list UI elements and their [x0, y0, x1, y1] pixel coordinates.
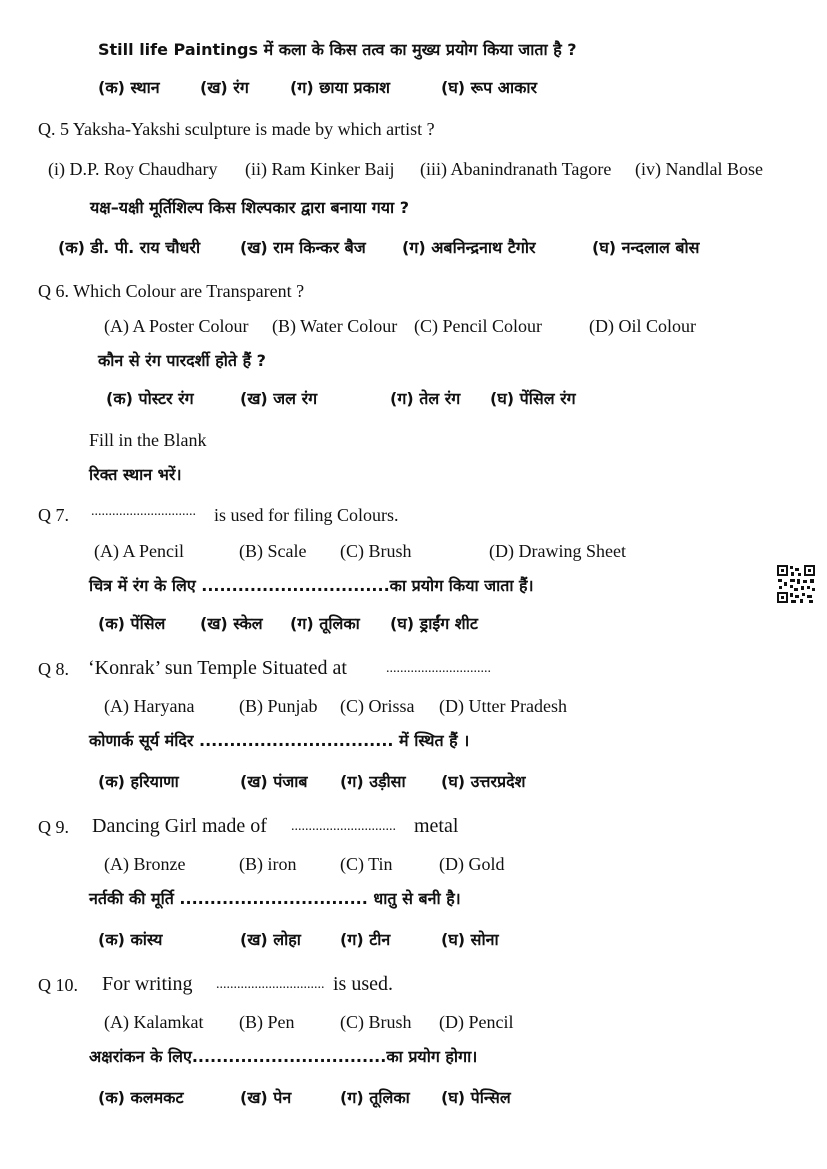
q10-text2: is used.	[333, 973, 393, 995]
q8-option-1: (A) Haryana	[104, 696, 195, 716]
q6-option-2: (B) Water Colour	[272, 316, 398, 336]
q6-question: Q 6. Which Colour are Transparent ?	[38, 281, 305, 301]
q9-hindi-question: नर्तकी की मूर्ति ............................... धातु से बनी है।	[89, 889, 461, 908]
q9-hindi-option-2: (ख) लोहा	[240, 930, 301, 949]
q5-option-1: (i) D.P. Roy Chaudhary	[48, 159, 218, 179]
qr-code-icon	[776, 564, 816, 604]
q5-hindi-question: यक्ष–यक्षी मूर्तिशिल्प किस शिल्पकार द्वारा बनाया गया ?	[90, 198, 409, 217]
q7-option-4: (D) Drawing Sheet	[489, 541, 626, 561]
section-hindi-title: रिक्त स्थान भरें।	[89, 465, 182, 484]
q6-hindi-option-2: (ख) जल रंग	[240, 389, 318, 408]
q10-hindi-option-2: (ख) पेन	[240, 1088, 292, 1107]
q10-option-1: (A) Kalamkat	[104, 1012, 204, 1032]
q4-hindi-question-text: Still life Paintings में कला के किस तत्व का मुख्य प्रयोग किया जाता है ?	[98, 40, 577, 59]
q8-text: ‘Konrak’ sun Temple Situated at	[88, 657, 347, 679]
q10-text: For writing	[102, 973, 193, 995]
q8-blank: ..............................	[386, 661, 491, 676]
q8-option-2: (B) Punjab	[239, 696, 318, 716]
q10-blank: ...............................	[216, 977, 325, 992]
q7-blank: ..............................	[91, 504, 196, 519]
q8-hindi-option-4: (घ) उत्तरप्रदेश	[441, 772, 526, 791]
q5-question: Q. 5 Yaksha-Yakshi sculpture is made by which artist ?	[38, 119, 435, 139]
q9-option-4: (D) Gold	[439, 854, 505, 874]
q6-option-3: (C) Pencil Colour	[414, 316, 542, 336]
q5-hindi-option-1: (क) डी. पी. राय चौधरी	[58, 238, 201, 257]
q5-hindi-option-3: (ग) अबनिन्द्रनाथ टैगोर	[402, 238, 536, 257]
q5-hindi-option-4: (घ) नन्दलाल बोस	[592, 238, 700, 257]
q7-option-1: (A) A Pencil	[94, 541, 184, 561]
q6-option-1: (A) A Poster Colour	[104, 316, 249, 336]
section-title: Fill in the Blank	[89, 430, 207, 450]
q10-label: Q 10.	[38, 975, 78, 995]
q10-option-3: (C) Brush	[340, 1012, 412, 1032]
q4-hindi-option-4: (घ) रूप आकार	[441, 78, 538, 97]
q10-option-2: (B) Pen	[239, 1012, 295, 1032]
q9-text2: metal	[414, 815, 459, 837]
q4-hindi-option-3: (ग) छाया प्रकाश	[290, 78, 390, 97]
q8-option-3: (C) Orissa	[340, 696, 415, 716]
q7-hindi-option-2: (ख) स्केल	[200, 614, 263, 633]
q7-text: is used for filing Colours.	[214, 505, 399, 525]
q7-hindi-option-4: (घ) ड्राईंग शीट	[390, 614, 478, 633]
q8-hindi-option-1: (क) हरियाणा	[98, 772, 179, 791]
q6-hindi-question: कौन से रंग पारदर्शी होते हैं ?	[98, 351, 266, 370]
q7-option-3: (C) Brush	[340, 541, 412, 561]
q6-hindi-option-4: (घ) पेंसिल रंग	[490, 389, 576, 408]
q8-hindi-option-3: (ग) उड़ीसा	[340, 772, 406, 791]
q8-hindi-question: कोणार्क सूर्य मंदिर ................................ में स्थित हैं ।	[89, 731, 470, 750]
q10-hindi-option-4: (घ) पेन्सिल	[441, 1088, 511, 1107]
q7-label: Q 7.	[38, 505, 69, 525]
q4-hindi-question	[98, 42, 577, 58]
q8-label: Q 8.	[38, 659, 69, 679]
q6-option-4: (D) Oil Colour	[589, 316, 696, 336]
q7-hindi-option-1: (क) पेंसिल	[98, 614, 166, 633]
q9-option-1: (A) Bronze	[104, 854, 186, 874]
q9-option-2: (B) iron	[239, 854, 297, 874]
q9-hindi-option-1: (क) कांस्य	[98, 930, 163, 949]
q5-option-2: (ii) Ram Kinker Baij	[245, 159, 395, 179]
q9-blank: ..............................	[291, 819, 396, 834]
q10-hindi-question: अक्षरांकन के लिए................................का प्रयोग होगा।	[89, 1047, 478, 1066]
q9-label: Q 9.	[38, 817, 69, 837]
q9-option-3: (C) Tin	[340, 854, 393, 874]
q7-hindi-option-3: (ग) तूलिका	[290, 614, 360, 633]
q8-option-4: (D) Utter Pradesh	[439, 696, 567, 716]
q5-hindi-option-2: (ख) राम किन्कर बैज	[240, 238, 366, 257]
q9-text: Dancing Girl made of	[92, 815, 267, 837]
q10-hindi-option-1: (क) कलमकट	[98, 1088, 184, 1107]
q6-hindi-option-3: (ग) तेल रंग	[390, 389, 461, 408]
q6-hindi-option-1: (क) पोस्टर रंग	[106, 389, 194, 408]
q5-option-4: (iv) Nandlal Bose	[635, 159, 763, 179]
q10-hindi-option-3: (ग) तूलिका	[340, 1088, 410, 1107]
q7-hindi-question: चित्र में रंग के लिए ...............................का प्रयोग किया जाता हैं।	[89, 576, 534, 595]
q9-hindi-option-4: (घ) सोना	[441, 930, 499, 949]
q4-hindi-option-2: (ख) रंग	[200, 78, 249, 97]
q8-hindi-option-2: (ख) पंजाब	[240, 772, 308, 791]
q10-option-4: (D) Pencil	[439, 1012, 514, 1032]
q9-hindi-option-3: (ग) टीन	[340, 930, 391, 949]
q4-hindi-option-1: (क) स्थान	[98, 78, 160, 97]
q7-option-2: (B) Scale	[239, 541, 307, 561]
q5-option-3: (iii) Abanindranath Tagore	[420, 159, 612, 179]
